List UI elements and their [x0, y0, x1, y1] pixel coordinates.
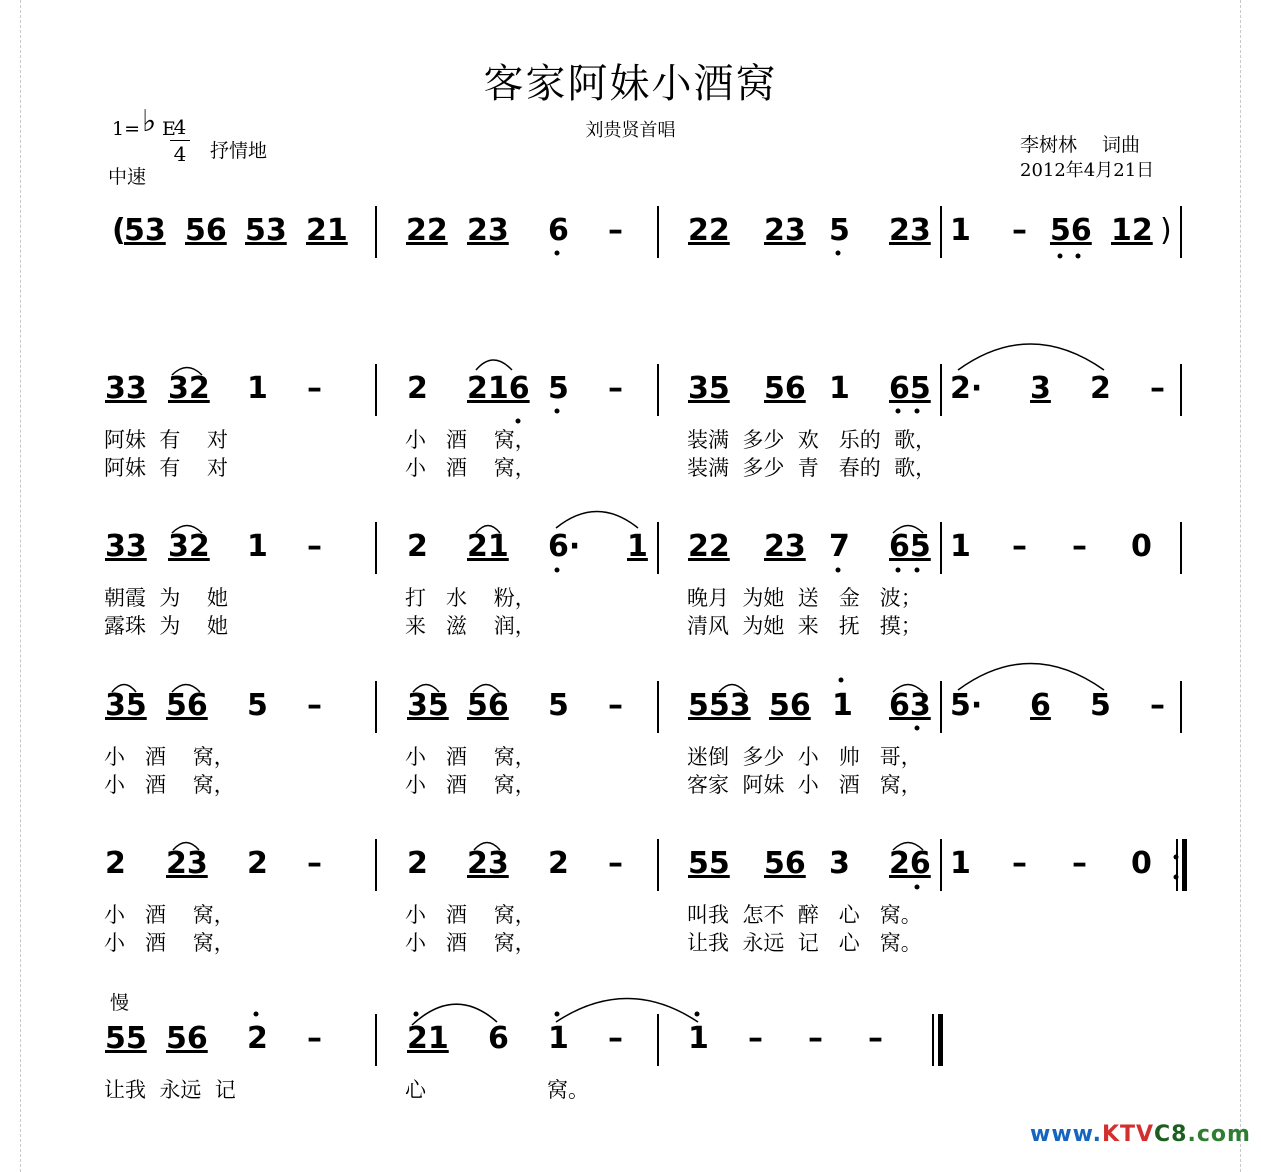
composer-credit: 李树林 词曲	[1020, 134, 1141, 156]
octave-dot	[839, 678, 844, 683]
octave-dot	[836, 568, 841, 573]
note: 1	[247, 371, 268, 406]
note: 56	[764, 846, 806, 881]
note: 1	[950, 846, 971, 881]
tempo-marking: 中速	[108, 166, 147, 188]
note: 2	[1090, 371, 1111, 406]
octave-dot	[915, 726, 920, 731]
lyric-line: 小 酒 窝，	[104, 745, 235, 769]
note: 7	[829, 529, 850, 564]
note: 2	[407, 846, 428, 881]
slur	[893, 843, 923, 851]
note: 23	[764, 213, 806, 248]
lyric-line: 阿妹 有 对	[104, 428, 229, 452]
note: 2	[407, 529, 428, 564]
octave-dot	[555, 409, 560, 414]
note: 0	[1131, 846, 1152, 881]
slow-tempo-mark: 慢	[110, 992, 130, 1014]
note: –	[608, 688, 623, 723]
note: 3	[1030, 371, 1051, 406]
note: –	[1072, 846, 1087, 881]
note: 23	[467, 846, 509, 881]
note: 33	[105, 529, 147, 564]
note: 1	[548, 1021, 569, 1056]
lyric-line: 心	[405, 1078, 426, 1102]
note: 216	[467, 371, 530, 406]
note: 12	[1111, 213, 1153, 248]
octave-dot	[915, 409, 920, 414]
note: 23	[166, 846, 208, 881]
note: 553	[688, 688, 751, 723]
slur	[172, 526, 202, 534]
octave-dot	[1076, 254, 1081, 259]
note: –	[608, 1021, 623, 1056]
octave-dot	[896, 568, 901, 573]
note: )	[1160, 213, 1172, 248]
note: 2·	[950, 371, 983, 406]
note: 35	[105, 688, 147, 723]
octave-dot	[1174, 875, 1179, 880]
lyric-line: 小 酒 窝，	[405, 428, 536, 452]
note: 32	[168, 529, 210, 564]
lyric-line: 打 水 粉，	[405, 586, 536, 610]
note: 5	[829, 213, 850, 248]
note: 56	[166, 1021, 208, 1056]
slur	[476, 526, 500, 534]
lyric-line: 小 酒 窝，	[104, 931, 235, 955]
note: –	[868, 1021, 883, 1056]
note: 32	[168, 371, 210, 406]
key-signature: 1= E	[112, 118, 176, 140]
note: 56	[185, 213, 227, 248]
lyric-line: 小 酒 窝，	[405, 773, 536, 797]
note: –	[608, 371, 623, 406]
octave-dot	[836, 251, 841, 256]
note: 22	[688, 213, 730, 248]
slur	[958, 344, 1104, 370]
slur	[556, 999, 698, 1023]
note: 26	[889, 846, 931, 881]
note: 1	[627, 529, 648, 564]
note: –	[307, 688, 322, 723]
note: 21	[467, 529, 509, 564]
slur	[413, 685, 439, 693]
note: 56	[467, 688, 509, 723]
slur	[412, 1004, 497, 1025]
lyric-line: 小 酒 窝，	[104, 903, 235, 927]
note: –	[748, 1021, 763, 1056]
slur	[112, 685, 136, 693]
note: 55	[105, 1021, 147, 1056]
lyric-line: 迷倒 多少 小 帅 哥，	[687, 745, 922, 769]
note: 22	[688, 529, 730, 564]
slur	[473, 685, 499, 693]
note: 65	[889, 371, 931, 406]
slur	[476, 360, 512, 370]
slur	[173, 843, 199, 851]
lyric-line: 叫我 怎不 醉 心 窝。	[687, 903, 922, 927]
lyric-line: 朝霞 为 她	[104, 586, 229, 610]
note: 56	[769, 688, 811, 723]
note: –	[1012, 529, 1027, 564]
note: 21	[407, 1021, 449, 1056]
note: 55	[688, 846, 730, 881]
note: 2	[247, 1021, 268, 1056]
note: –	[1012, 213, 1027, 248]
lyric-line: 阿妹 有 对	[104, 456, 229, 480]
lyric-line: 小 酒 窝，	[405, 456, 536, 480]
note: 33	[105, 371, 147, 406]
octave-dot	[915, 568, 920, 573]
lyric-line: 小 酒 窝，	[405, 931, 536, 955]
slur	[474, 843, 500, 851]
note: 53	[245, 213, 287, 248]
note: 5	[247, 688, 268, 723]
note: –	[1012, 846, 1027, 881]
note: 6	[488, 1021, 509, 1056]
note: –	[1150, 371, 1165, 406]
note: 6·	[548, 529, 581, 564]
octave-dot	[1058, 254, 1063, 259]
note: (	[112, 213, 126, 248]
note: 5·	[950, 688, 983, 723]
mood-marking: 抒情地	[210, 140, 268, 162]
octave-dot	[516, 419, 521, 424]
note: 23	[467, 213, 509, 248]
lyric-line: 小 酒 窝，	[405, 903, 536, 927]
note: 6	[548, 213, 569, 248]
note: 2	[105, 846, 126, 881]
octave-dot	[414, 1012, 419, 1017]
lyric-line: 清风 为她 来 抚 摸；	[687, 614, 922, 638]
note: –	[808, 1021, 823, 1056]
octave-dot	[555, 568, 560, 573]
lyric-line: 让我 永远 记	[104, 1078, 236, 1102]
lyric-line: 装满 多少 欢 乐的 歌，	[687, 428, 937, 452]
slur	[893, 685, 923, 693]
note: –	[608, 213, 623, 248]
octave-dot	[695, 1012, 700, 1017]
note: 65	[889, 529, 931, 564]
note: 2	[407, 371, 428, 406]
lyric-line: 露珠 为 她	[104, 614, 229, 638]
octave-dot	[1174, 855, 1179, 860]
note: 5	[548, 688, 569, 723]
note: 35	[407, 688, 449, 723]
lyric-line: 晚月 为她 送 金 波；	[687, 586, 922, 610]
note: 63	[889, 688, 931, 723]
note: –	[307, 529, 322, 564]
note: –	[1150, 688, 1165, 723]
note: 2	[247, 846, 268, 881]
note: 5	[1090, 688, 1111, 723]
lyric-line: 小 酒 窝，	[104, 773, 235, 797]
slur	[719, 685, 745, 693]
slur	[172, 685, 200, 693]
lyric-line: 小 酒 窝，	[405, 745, 536, 769]
octave-dot	[915, 885, 920, 890]
note: 1	[688, 1021, 709, 1056]
composition-date: 2012年4月21日	[1020, 160, 1155, 181]
octave-dot	[254, 1012, 259, 1017]
slur	[172, 368, 202, 376]
slur	[893, 526, 923, 534]
note: 56	[166, 688, 208, 723]
slur	[556, 512, 638, 529]
site-watermark: www.KTVC8.com	[1030, 1122, 1251, 1147]
note: 23	[889, 213, 931, 248]
time-signature: 4 4	[170, 114, 190, 167]
note: 6	[1030, 688, 1051, 723]
note: 3	[829, 846, 850, 881]
flat-icon: ♭	[142, 104, 157, 139]
note: –	[608, 846, 623, 881]
note: –	[307, 371, 322, 406]
note: 1	[832, 688, 853, 723]
lyric-line: 客家 阿妹 小 酒 窝，	[687, 773, 922, 797]
lyric-line: 让我 永远 记 心 窝。	[687, 931, 922, 955]
note: 23	[764, 529, 806, 564]
octave-dot	[896, 409, 901, 414]
slur	[958, 664, 1104, 691]
singer-credit: 刘贵贤首唱	[585, 120, 676, 141]
lyric-line: 来 滋 润，	[405, 614, 536, 638]
note: –	[307, 1021, 322, 1056]
note: 56	[1050, 213, 1092, 248]
lyric-line: 窝。	[547, 1078, 589, 1102]
note: 5	[548, 371, 569, 406]
note: 21	[306, 213, 348, 248]
note: 1	[247, 529, 268, 564]
octave-dot	[555, 1012, 560, 1017]
note: 53	[124, 213, 166, 248]
note: 1	[829, 371, 850, 406]
note: –	[1072, 529, 1087, 564]
song-title: 客家阿妹小酒窝	[483, 61, 778, 107]
lyric-line: 装满 多少 青 春的 歌，	[687, 456, 937, 480]
note: 56	[764, 371, 806, 406]
note: 35	[688, 371, 730, 406]
octave-dot	[555, 251, 560, 256]
note: 1	[950, 529, 971, 564]
note: 1	[950, 213, 971, 248]
note: 22	[406, 213, 448, 248]
note: 2	[548, 846, 569, 881]
note: 0	[1131, 529, 1152, 564]
note: –	[307, 846, 322, 881]
